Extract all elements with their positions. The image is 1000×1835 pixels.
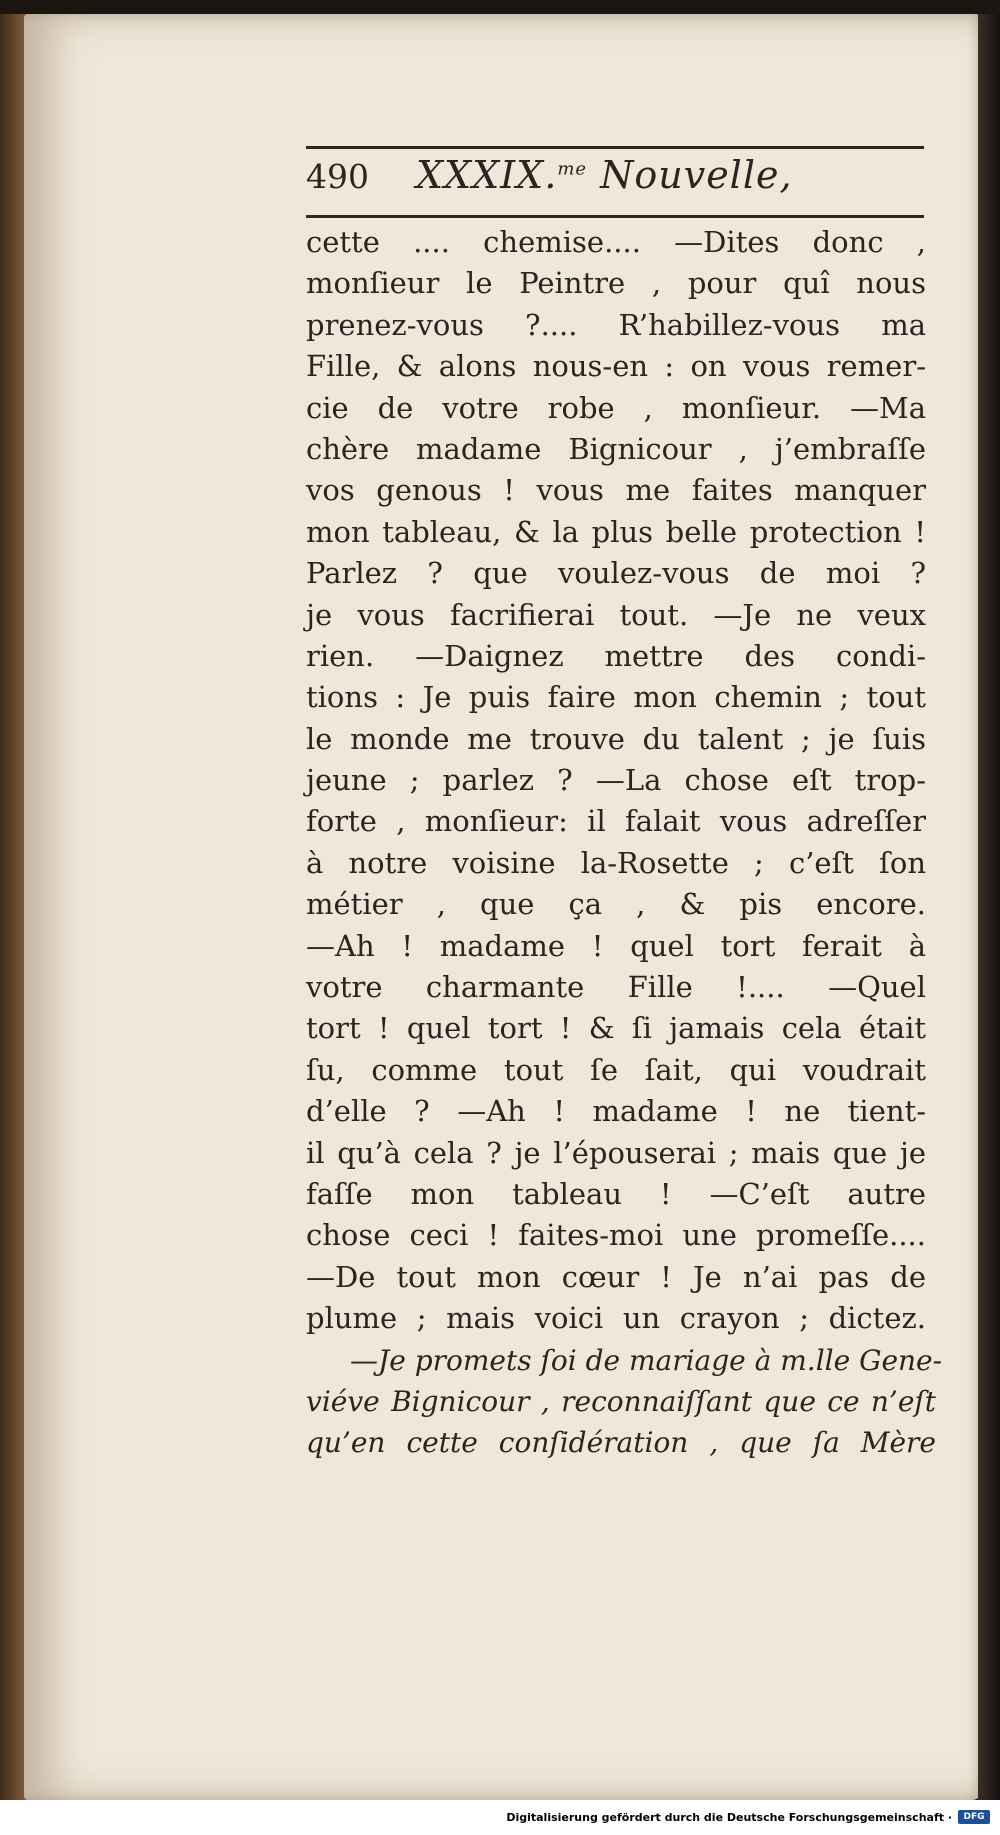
text-line: —Ah ! madame ! quel tort ferait à [306,928,926,963]
text-line: mon tableau, & la plus belle protection ! [306,514,926,549]
text-line: d’elle ? —Ah ! madame ! ne tient- [306,1094,926,1129]
text-line: forte , monſieur: il falait vous adreſſer [306,804,926,839]
text-line: le monde me trouve du talent ; je ſuis [306,721,926,756]
text-line: à notre voisine la-Rosette ; c’eſt ſon [306,845,926,880]
chapter-title-numeral: XXXIX. [416,153,558,197]
digitization-credit: Digitalisierung gefördert durch die Deutsche Forschungsgemeinschaft · [506,1811,952,1824]
page-right-shadow [978,14,1000,1800]
text-line: monſieur le Peintre , pour quî nous [306,266,926,301]
text-line: Fille, & alons nous-en : on vous remer- [306,349,926,384]
chapter-title [416,153,793,197]
dfg-logo: DFG [958,1810,990,1824]
text-line: votre charmante Fille !.... —Quel [306,970,926,1005]
text-line: tions : Je puis faire mon chemin ; tout [306,680,926,715]
text-line: plume ; mais voici un crayon ; dictez. [306,1301,926,1336]
header-rule-top [306,146,924,149]
text-line: prenez-vous ?.... R’habillez-vous ma [306,307,926,342]
text-line: il qu’à cela ? je l’épouserai ; mais que je [306,1135,926,1170]
italic-text-line: qu’en cette conſidération , que ſa Mère [306,1426,936,1460]
header-rule-bottom [306,215,924,218]
chapter-title-superscript: me [557,158,588,180]
chapter-title-rest: Nouvelle, [587,153,793,197]
running-head [306,153,940,215]
text-line: —De tout mon cœur ! Je n’ai pas de [306,1259,926,1294]
text-line: cie de votre robe , monſieur. —Ma [306,390,926,425]
page-number: 490 [306,157,369,196]
text-line: vos genous ! vous me faites manquer [306,473,926,508]
text-line: jeune ; parlez ? —La chose eſt trop- [306,763,926,798]
text-line: chère madame Bignicour , j’embraſſe [306,431,926,466]
text-line: tort ! quel tort ! & ſi jamais cela était [306,1011,926,1046]
text-line: chose ceci ! faites-moi une promeſſe.... [306,1218,926,1253]
text-block [306,146,943,1464]
text-line: métier , que ça , & pis encore. [306,887,926,922]
text-line: Parlez ? que voulez-vous de moi ? [306,556,926,591]
body-text [306,222,943,1464]
text-line: je vous facrifierai tout. —Je ne veux [306,597,926,632]
text-line: cette .... chemise.... —Dites donc , [306,225,926,259]
italic-text-line: viéve Bignicour , reconnaiſſant que ce n’eſt [306,1384,936,1418]
text-line: faſſe mon tableau ! —C’eſt autre [306,1176,926,1211]
italic-text-line: —Je promets ſoi de mariage à m.lle Gene- [350,1343,943,1377]
text-line: rien. —Daignez mettre des condi- [306,638,926,673]
text-line: ſu, comme tout ſe ſait, qui voudrait [306,1052,926,1087]
